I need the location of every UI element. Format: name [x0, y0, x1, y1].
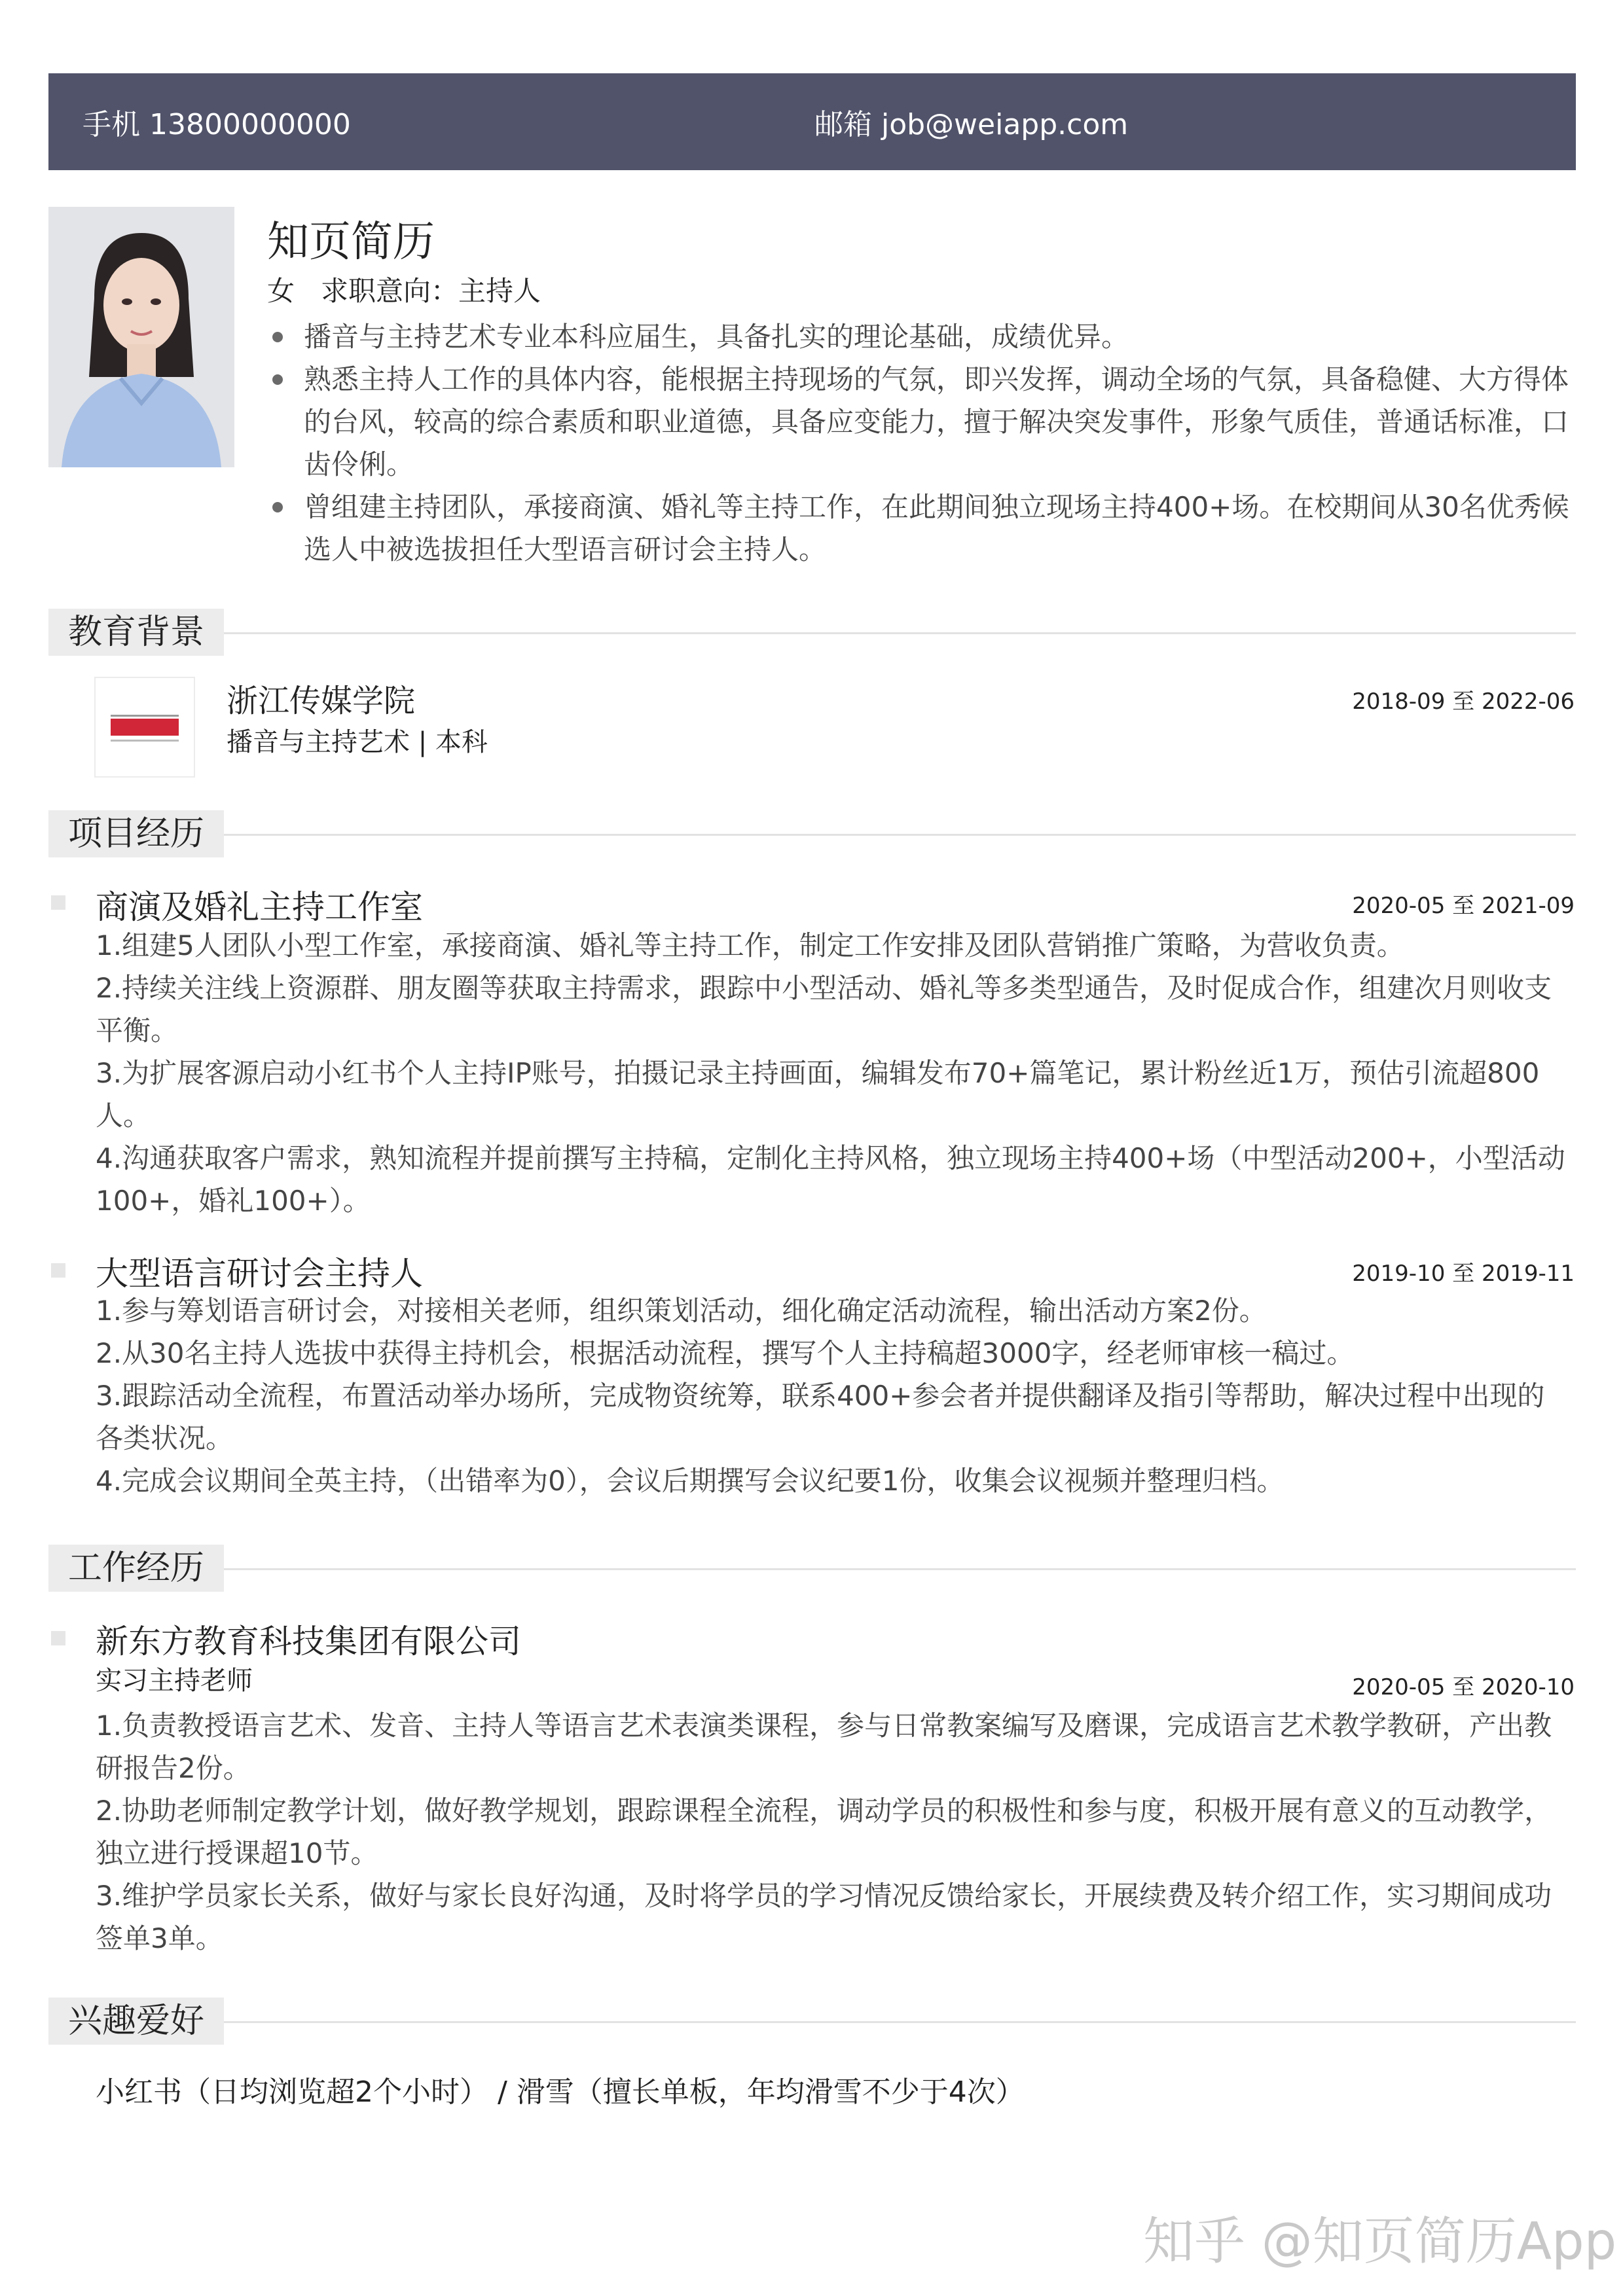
bullet-square: [51, 1263, 65, 1278]
company-name: 新东方教育科技集团有限公司: [96, 1623, 521, 1660]
section-title: 教育背景: [48, 609, 224, 656]
project-title: 商演及婚礼主持工作室: [96, 888, 423, 926]
project-line: 2.从30名主持人选拔中获得主持机会，根据活动流程，撰写个人主持稿超3000字，经老师审核一稿过。: [96, 1337, 1355, 1369]
summary-item: 曾组建主持团队，承接商演、婚礼等主持工作，在此期间独立现场主持400+场。在校期间从30名优秀候选人中被选拔担任大型语言研讨会主持人。: [267, 486, 1577, 571]
project-title: 大型语言研讨会主持人: [96, 1255, 423, 1293]
section-title: 工作经历: [48, 1545, 224, 1592]
education-date: 2018-09 至 2022-06: [1352, 689, 1575, 715]
section-work: [48, 1545, 1576, 1592]
section-divider: [48, 1568, 1576, 1570]
section-divider: [48, 2021, 1576, 2023]
work-date: 2020-05 至 2020-10: [1352, 1674, 1575, 1700]
project-description: [96, 1289, 1569, 1502]
contact-bar: [48, 73, 1576, 170]
bullet-square: [51, 895, 65, 910]
project-line: 1.参与筹划语言研讨会，对接相关老师，组织策划活动，细化确定活动流程，输出活动方案2份。: [96, 1295, 1267, 1327]
project-description: [96, 924, 1569, 1222]
summary-item: 熟悉主持人工作的具体内容，能根据主持现场的气氛，即兴发挥，调动全场的气氛，具备稳健、大方得体的台风，较高的综合素质和职业道德，具备应变能力，擅于解决突发事件，形象气质佳，普通话标准，口齿伶俐。: [267, 358, 1577, 486]
bullet-square: [51, 1631, 65, 1645]
section-divider: [48, 834, 1576, 836]
work-line: 1.负责教授语言艺术、发音、主持人等语言艺术表演类课程，参与日常教案编写及磨课，完成语言艺术教学教研，产出教研报告2份。: [96, 1710, 1552, 1784]
project-line: 4.完成会议期间全英主持，（出错率为0），会议后期撰写会议纪要1份，收集会议视频并整理归档。: [96, 1465, 1285, 1497]
candidate-subline: [267, 270, 541, 309]
project-line: 3.跟踪活动全流程，布置活动举办场所，完成物资统筹，联系400+参会者并提供翻译及指引等帮助，解决过程中出现的各类状况。: [96, 1380, 1545, 1454]
watermark: 知乎 @知页简历App: [1143, 2212, 1617, 2271]
project-date: 2020-05 至 2021-09: [1352, 893, 1575, 919]
section-projects: [48, 810, 1576, 857]
school-name: 浙江传媒学院: [227, 683, 416, 719]
profile-photo: [48, 207, 234, 467]
phone-text: 手机 13800000000: [82, 108, 351, 141]
project-date: 2019-10 至 2019-11: [1352, 1261, 1575, 1287]
hobbies-text: 小红书（日均浏览超2个小时） / 滑雪（擅长单板，年均滑雪不少于4次）: [96, 2075, 1025, 2109]
section-title: 项目经历: [48, 810, 224, 857]
project-line: 3.为扩展客源启动小红书个人主持IP账号，拍摄记录主持画面，编辑发布70+篇笔记，累计粉丝近1万，预估引流超800人。: [96, 1057, 1540, 1132]
section-title: 兴趣爱好: [48, 1998, 224, 2045]
section-hobbies: [48, 1998, 1576, 2045]
project-line: 4.沟通获取客户需求，熟知流程并提前撰写主持稿，定制化主持风格，独立现场主持400+场（中型活动200+，小型活动100+，婚礼100+）。: [96, 1142, 1565, 1217]
school-major: 播音与主持艺术 | 本科: [227, 727, 488, 757]
gender-text: 女: [267, 275, 295, 307]
candidate-name: 知页简历: [267, 218, 435, 266]
school-logo: [94, 677, 195, 778]
email-text: 邮箱 job@weiapp.com: [814, 108, 1129, 141]
project-line: 2.持续关注线上资源群、朋友圈等获取主持需求，跟踪中小型活动、婚礼等多类型通告，及时促成合作，组建次月则收支平衡。: [96, 972, 1552, 1047]
job-role: 实习主持老师: [96, 1666, 253, 1696]
section-divider: [48, 632, 1576, 634]
work-line: 3.维护学员家长关系，做好与家长良好沟通，及时将学员的学习情况反馈给家长，开展续费及转介绍工作，实习期间成功签单3单。: [96, 1880, 1552, 1954]
summary-item: 播音与主持艺术专业本科应届生，具备扎实的理论基础，成绩优异。: [267, 315, 1577, 358]
section-education: [48, 609, 1576, 656]
objective-text: 求职意向：主持人: [321, 275, 541, 307]
work-description: [96, 1704, 1569, 1960]
work-line: 2.协助老师制定教学计划，做好教学规划，跟踪课程全流程，调动学员的积极性和参与度，积极开展有意义的互动教学，独立进行授课超10节。: [96, 1795, 1552, 1869]
project-line: 1.组建5人团队小型工作室，承接商演、婚礼等主持工作，制定工作安排及团队营销推广策略，为营收负责。: [96, 929, 1404, 961]
summary-list: [267, 315, 1577, 571]
